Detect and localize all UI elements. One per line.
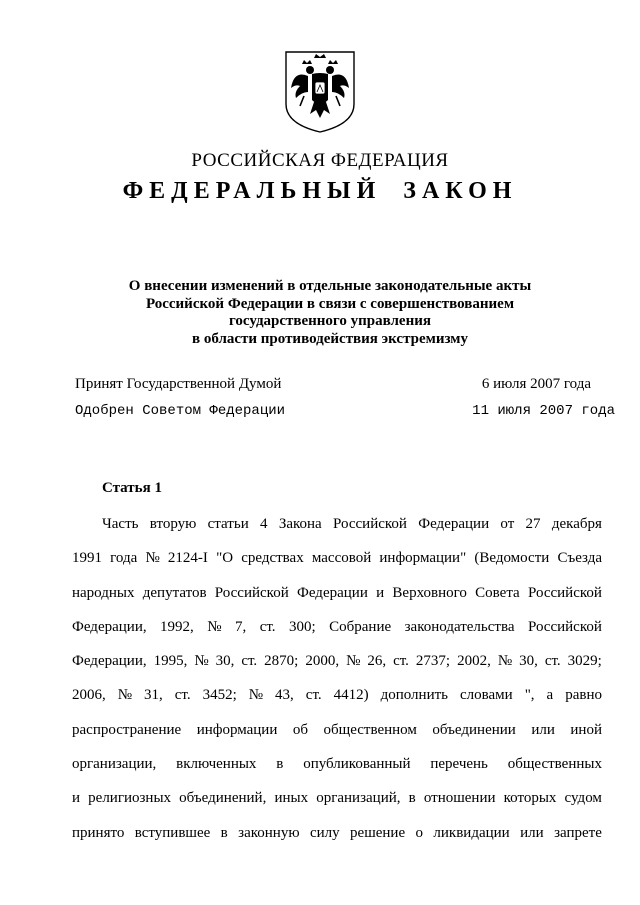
article-word: 3029;: [567, 653, 602, 670]
article-word: общественных: [507, 756, 602, 773]
article-body-line: [72, 788, 602, 822]
council-approval-label: Одобрен Советом Федерации: [75, 403, 286, 419]
article-word: в: [408, 790, 416, 807]
article-word: 3452;: [202, 687, 237, 704]
article-body-line: [72, 685, 602, 719]
article-word: ст.: [544, 653, 561, 670]
article-word: №: [117, 687, 133, 704]
article-word: или: [531, 721, 555, 738]
article-body-line: [72, 514, 602, 548]
coat-of-arms-emblem: [280, 48, 360, 134]
article-word: 1995,: [153, 653, 188, 670]
document-type-word-2: ЗАКОН: [403, 178, 518, 204]
article-word: №: [497, 653, 513, 670]
article-word: от: [500, 516, 515, 532]
article-word: перечень: [430, 756, 488, 773]
article-word: "О: [216, 550, 234, 567]
article-body-line: [72, 583, 602, 617]
article-word: года: [110, 550, 138, 567]
article-word: Часть: [102, 516, 139, 532]
article-word: средствах: [241, 550, 304, 567]
article-body-line: [72, 720, 602, 754]
article-word: 1992,: [160, 618, 194, 635]
article-word: 2000,: [305, 653, 340, 670]
article-word: Совета: [475, 584, 520, 601]
article-word: словами: [459, 687, 513, 704]
article-word: 2124-I: [167, 550, 208, 567]
law-title-line: Российской Федерации в связи с совершенствованием: [145, 295, 515, 312]
article-word: силу: [309, 824, 340, 841]
article-word: №: [194, 653, 209, 670]
article-word: в: [276, 756, 284, 773]
article-body-line: [72, 548, 602, 582]
article-word: распространение: [72, 721, 182, 738]
article-word: 4412): [333, 687, 369, 704]
article-word: ",: [524, 687, 535, 704]
article-word: №: [248, 687, 264, 704]
article-word: и: [72, 790, 81, 807]
article-word: и: [376, 584, 385, 601]
article-word: информации: [196, 721, 278, 738]
article-word: которых: [503, 790, 557, 807]
article-word: №: [207, 618, 222, 635]
article-word: ст.: [259, 618, 276, 635]
law-title-line: О внесении изменений в отдельные законодательные акты: [128, 278, 532, 294]
article-word: об: [292, 721, 309, 738]
law-title-line: в области противодействия экстремизму: [191, 330, 469, 347]
article-word: а: [546, 687, 554, 704]
article-word: 27: [525, 516, 541, 532]
article-word: №: [346, 653, 361, 670]
article-word: опубликованный: [303, 756, 411, 773]
article-word: вторую: [149, 516, 197, 532]
council-approval-date: 11 июля 2007 года: [472, 403, 615, 419]
article-word: судом: [564, 790, 602, 807]
article-body-line: [72, 651, 602, 685]
article-word: декабря: [551, 516, 602, 532]
article-word: 2870;: [264, 653, 299, 670]
article-word: запрете: [554, 824, 602, 841]
article-word: организации,: [72, 756, 157, 773]
article-word: или: [520, 824, 544, 841]
article-word: отношении: [423, 790, 496, 807]
article-word: Российской: [333, 516, 407, 532]
article-word: информации": [379, 550, 467, 567]
article-word: Федерации: [418, 516, 490, 532]
article-word: включенных: [176, 756, 257, 773]
article-word: законодательства: [404, 618, 515, 635]
article-word: №: [145, 550, 160, 567]
article-word: ст.: [241, 653, 258, 670]
article-word: 1991: [72, 550, 102, 567]
article-word: 26,: [367, 653, 387, 670]
article-word: ликвидации: [433, 824, 510, 841]
article-word: 2737;: [415, 653, 451, 670]
document-type-heading: [0, 178, 640, 205]
article-body-line: [72, 823, 602, 857]
duma-adoption-date: 6 июля 2007 года: [481, 376, 591, 392]
duma-adoption-row: [75, 376, 615, 396]
article-word: объединении: [432, 721, 516, 738]
duma-adoption-label: Принят Государственной Думой: [75, 376, 282, 392]
article-word: дополнить: [380, 687, 448, 704]
article-word: равно: [565, 687, 602, 704]
article-word: ст.: [393, 653, 409, 670]
law-title: [100, 278, 560, 348]
article-word: организаций,: [316, 790, 401, 807]
article-word: статьи: [207, 516, 249, 532]
article-word: принято: [72, 824, 125, 841]
article-word: общественном: [323, 721, 417, 738]
article-word: вступившее: [134, 824, 211, 841]
article-body: [72, 514, 602, 857]
article-word: иной: [570, 721, 602, 738]
article-word: Российской: [214, 584, 289, 601]
article-word: массовой: [311, 550, 372, 567]
article-word: иных: [274, 790, 309, 807]
article-body-line: [72, 754, 602, 788]
article-word: Собрание: [329, 618, 392, 635]
article-word: 7,: [235, 618, 247, 635]
article-word: 2006,: [72, 687, 106, 704]
article-word: Федерации,: [72, 618, 147, 635]
article-body-line: [72, 617, 602, 651]
article-word: ст.: [174, 687, 191, 704]
article-word: Верховного: [392, 584, 467, 601]
article-word: 300;: [289, 618, 316, 635]
article-word: Федерации,: [72, 653, 147, 670]
document-type-word-1: ФЕДЕРАЛЬНЫЙ: [122, 178, 382, 204]
article-word: 30,: [519, 653, 538, 670]
article-heading: Статья 1: [102, 480, 162, 496]
article-word: в: [220, 824, 228, 841]
article-word: 43,: [275, 687, 294, 704]
article-word: народных: [72, 584, 135, 601]
article-word: Закона: [278, 516, 322, 532]
article-word: о: [415, 824, 424, 841]
article-word: Федерации: [297, 584, 368, 601]
article-word: решение: [350, 824, 406, 841]
article-word: Российской: [527, 618, 602, 635]
article-word: объединений,: [179, 790, 267, 807]
council-approval-row: [75, 403, 615, 423]
article-word: 2002,: [457, 653, 491, 670]
article-word: 31,: [144, 687, 163, 704]
article-word: депутатов: [142, 584, 207, 601]
article-word: Российской: [527, 584, 602, 601]
article-word: законную: [238, 824, 300, 841]
article-word: ст.: [305, 687, 322, 704]
article-word: Съезда: [557, 550, 602, 567]
article-word: 30,: [215, 653, 235, 670]
article-word: религиозных: [88, 790, 172, 807]
article-word: (Ведомости: [474, 550, 550, 567]
article-word: 4: [260, 516, 268, 532]
law-title-line: государственного управления: [228, 313, 431, 329]
country-heading: РОССИЙСКАЯ ФЕДЕРАЦИЯ: [191, 150, 449, 171]
